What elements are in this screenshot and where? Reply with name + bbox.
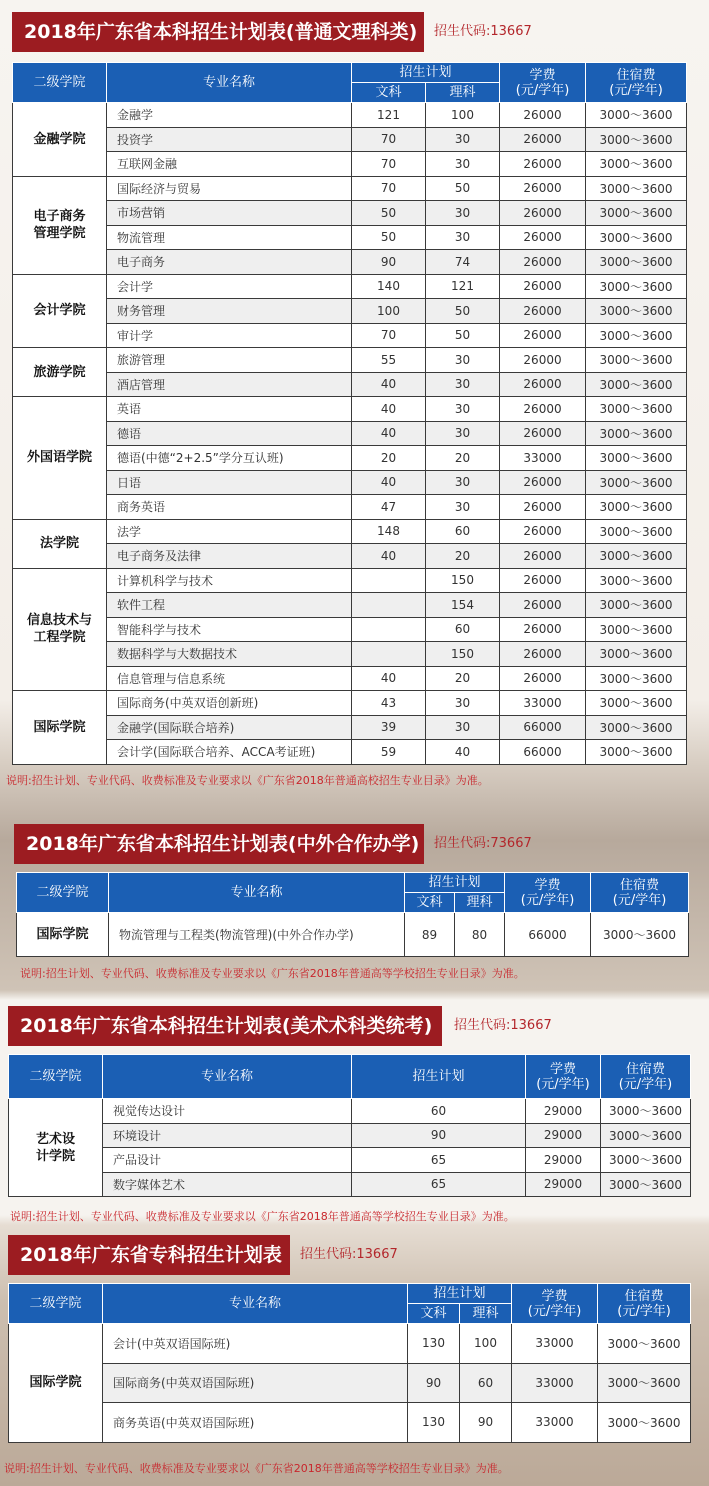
admission-code: 招生代码:13667 xyxy=(300,1247,398,1262)
major-name: 审计学 xyxy=(107,323,352,348)
table-row xyxy=(13,715,687,740)
plan-science: 20 xyxy=(426,446,500,471)
plan-count: 60 xyxy=(352,1099,526,1124)
major-name: 商务英语(中英双语国际班) xyxy=(103,1403,408,1443)
table-row xyxy=(13,519,687,544)
plan-arts xyxy=(352,568,426,593)
tuition-value: 29000 xyxy=(526,1148,601,1173)
major-name: 金融学 xyxy=(107,103,352,128)
tuition-value: 26000 xyxy=(500,397,586,422)
table-row xyxy=(13,397,687,422)
major-name: 视觉传达设计 xyxy=(103,1099,352,1124)
tuition-value: 26000 xyxy=(500,103,586,128)
plan-science: 154 xyxy=(426,593,500,618)
tuition-value: 26000 xyxy=(500,127,586,152)
tuition-value: 26000 xyxy=(500,176,586,201)
header-dorm xyxy=(598,1284,691,1324)
plan-science: 60 xyxy=(426,519,500,544)
header-dorm-unit: (元/学年) xyxy=(609,82,663,98)
major-name: 德语(中德“2+2.5”学分互认班) xyxy=(107,446,352,471)
tuition-value: 26000 xyxy=(500,495,586,520)
plan-science: 30 xyxy=(426,470,500,495)
dorm-value: 3000～3600 xyxy=(586,372,687,397)
header-major: 专业名称 xyxy=(103,1284,408,1324)
table-row xyxy=(9,1403,691,1443)
header-plan: 招生计划 xyxy=(405,873,505,893)
major-name: 法学 xyxy=(107,519,352,544)
table-row xyxy=(9,1123,691,1148)
plan-arts: 70 xyxy=(352,152,426,177)
dorm-value: 3000～3600 xyxy=(586,421,687,446)
table-row xyxy=(17,913,689,957)
major-name: 电子商务及法律 xyxy=(107,544,352,569)
dorm-value: 3000～3600 xyxy=(586,274,687,299)
header-dorm-label: 住宿费 xyxy=(624,1288,664,1304)
header-tuition xyxy=(505,873,591,913)
plan-science: 30 xyxy=(426,495,500,520)
major-name: 国际商务(中英双语创新班) xyxy=(107,691,352,716)
table-row xyxy=(13,152,687,177)
major-name: 数据科学与大数据技术 xyxy=(107,642,352,667)
plan-science: 30 xyxy=(426,225,500,250)
table-row xyxy=(13,544,687,569)
header-dorm-label: 住宿费 xyxy=(625,1061,665,1077)
major-name: 酒店管理 xyxy=(107,372,352,397)
plan-science: 74 xyxy=(426,250,500,275)
dorm-value: 3000～3600 xyxy=(586,103,687,128)
section-note: 说明:招生计划、专业代码、收费标准及专业要求以《广东省2018年普通高校招生专业目录》为准。 xyxy=(6,774,489,787)
table-row xyxy=(13,201,687,226)
header-dorm xyxy=(586,63,687,103)
tuition-value: 33000 xyxy=(512,1363,598,1403)
plan-science: 50 xyxy=(426,299,500,324)
major-name: 会计(中英双语国际班) xyxy=(103,1324,408,1364)
dorm-value: 3000～3600 xyxy=(586,593,687,618)
tuition-value: 29000 xyxy=(526,1172,601,1197)
plan-arts: 47 xyxy=(352,495,426,520)
major-name: 会计学(国际联合培养、ACCA考证班) xyxy=(107,740,352,765)
dorm-value: 3000～3600 xyxy=(586,495,687,520)
major-name: 市场营销 xyxy=(107,201,352,226)
plan-arts: 100 xyxy=(352,299,426,324)
plan-arts: 121 xyxy=(352,103,426,128)
plan-arts: 20 xyxy=(352,446,426,471)
header-tuition-label: 学费 xyxy=(534,877,561,893)
dorm-value: 3000～3600 xyxy=(586,397,687,422)
section-regular xyxy=(0,12,709,787)
section-title: 2018年广东省本科招生计划表(中外合作办学) xyxy=(14,824,424,864)
section-note: 说明:招生计划、专业代码、收费标准及专业要求以《广东省2018年普通高等学校招生专业目录》为准。 xyxy=(4,1462,509,1475)
plan-science: 50 xyxy=(426,176,500,201)
table-row xyxy=(13,127,687,152)
major-name: 旅游管理 xyxy=(107,348,352,373)
table-row xyxy=(13,323,687,348)
tuition-value: 26000 xyxy=(500,617,586,642)
dorm-value: 3000～3600 xyxy=(586,127,687,152)
major-name: 互联网金融 xyxy=(107,152,352,177)
dorm-value: 3000～3600 xyxy=(598,1403,691,1443)
dorm-value: 3000～3600 xyxy=(586,544,687,569)
plan-table xyxy=(8,1283,691,1443)
plan-science: 90 xyxy=(460,1403,512,1443)
major-name: 日语 xyxy=(107,470,352,495)
tuition-value: 26000 xyxy=(500,470,586,495)
table-row xyxy=(13,691,687,716)
header-tuition-label: 学费 xyxy=(529,67,556,83)
plan-arts: 43 xyxy=(352,691,426,716)
major-name: 智能科学与技术 xyxy=(107,617,352,642)
major-name: 财务管理 xyxy=(107,299,352,324)
header-tuition xyxy=(500,63,586,103)
section-art xyxy=(0,1006,709,1223)
plan-science: 150 xyxy=(426,642,500,667)
header-plan: 招生计划 xyxy=(352,1055,526,1099)
college-name: 艺术设 计学院 xyxy=(9,1099,103,1197)
plan-science: 30 xyxy=(426,152,500,177)
header-dorm-label: 住宿费 xyxy=(620,877,660,893)
section-note: 说明:招生计划、专业代码、收费标准及专业要求以《广东省2018年普通高等学校招生专业目录》为准。 xyxy=(10,1210,515,1223)
plan-arts: 40 xyxy=(352,397,426,422)
plan-arts: 148 xyxy=(352,519,426,544)
college-name: 旅游学院 xyxy=(13,348,107,397)
college-name: 法学院 xyxy=(13,519,107,568)
plan-count: 65 xyxy=(352,1172,526,1197)
header-college: 二级学院 xyxy=(9,1055,103,1099)
tuition-value: 26000 xyxy=(500,201,586,226)
dorm-value: 3000～3600 xyxy=(586,299,687,324)
table-row xyxy=(13,740,687,765)
tuition-value: 26000 xyxy=(500,348,586,373)
plan-science: 30 xyxy=(426,691,500,716)
plan-science: 30 xyxy=(426,715,500,740)
plan-arts: 90 xyxy=(408,1363,460,1403)
plan-science: 30 xyxy=(426,372,500,397)
tuition-value: 33000 xyxy=(512,1403,598,1443)
major-name: 软件工程 xyxy=(107,593,352,618)
tuition-value: 26000 xyxy=(500,666,586,691)
plan-arts: 70 xyxy=(352,127,426,152)
header-dorm-label: 住宿费 xyxy=(616,67,656,83)
dorm-value: 3000～3600 xyxy=(586,250,687,275)
plan-arts: 50 xyxy=(352,225,426,250)
tuition-value: 26000 xyxy=(500,152,586,177)
header-tuition-unit: (元/学年) xyxy=(527,1303,582,1319)
major-name: 英语 xyxy=(107,397,352,422)
section-note: 说明:招生计划、专业代码、收费标准及专业要求以《广东省2018年普通高等学校招生专业目录》为准。 xyxy=(20,967,525,980)
dorm-value: 3000～3600 xyxy=(601,1172,691,1197)
tuition-value: 33000 xyxy=(512,1324,598,1364)
tuition-value: 26000 xyxy=(500,250,586,275)
plan-science: 20 xyxy=(426,544,500,569)
table-row xyxy=(13,666,687,691)
header-dorm-unit: (元/学年) xyxy=(617,1303,671,1319)
dorm-value: 3000～3600 xyxy=(601,1148,691,1173)
header-major: 专业名称 xyxy=(107,63,352,103)
header-arts: 文科 xyxy=(408,1304,460,1324)
plan-arts: 40 xyxy=(352,666,426,691)
table-row xyxy=(13,470,687,495)
plan-arts xyxy=(352,642,426,667)
header-college: 二级学院 xyxy=(17,873,109,913)
table-row xyxy=(9,1148,691,1173)
major-name: 国际经济与贸易 xyxy=(107,176,352,201)
college-name: 国际学院 xyxy=(13,691,107,765)
header-science: 理科 xyxy=(426,83,500,103)
plan-arts: 40 xyxy=(352,544,426,569)
table-row xyxy=(13,103,687,128)
section-title: 2018年广东省本科招生计划表(美术术科类统考) xyxy=(8,1006,442,1046)
college-name: 国际学院 xyxy=(9,1324,103,1443)
dorm-value: 3000～3600 xyxy=(586,446,687,471)
dorm-value: 3000～3600 xyxy=(601,1123,691,1148)
admission-code: 招生代码:13667 xyxy=(454,1018,552,1033)
table-row xyxy=(13,642,687,667)
section-header xyxy=(0,1006,709,1046)
header-tuition-unit: (元/学年) xyxy=(520,892,575,908)
table-row xyxy=(13,299,687,324)
plan-arts: 55 xyxy=(352,348,426,373)
tuition-value: 33000 xyxy=(500,691,586,716)
dorm-value: 3000～3600 xyxy=(586,568,687,593)
table-row xyxy=(13,617,687,642)
college-name: 信息技术与 工程学院 xyxy=(13,568,107,691)
major-name: 产品设计 xyxy=(103,1148,352,1173)
tuition-value: 66000 xyxy=(505,913,591,957)
section-title: 2018年广东省专科招生计划表 xyxy=(8,1235,290,1275)
admission-code: 招生代码:13667 xyxy=(434,24,532,39)
header-college: 二级学院 xyxy=(13,63,107,103)
table-row xyxy=(13,250,687,275)
plan-science: 121 xyxy=(426,274,500,299)
plan-arts: 39 xyxy=(352,715,426,740)
major-name: 物流管理与工程类(物流管理)(中外合作办学) xyxy=(109,913,405,957)
plan-arts: 70 xyxy=(352,323,426,348)
plan-science: 30 xyxy=(426,348,500,373)
major-name: 国际商务(中英双语国际班) xyxy=(103,1363,408,1403)
plan-table xyxy=(12,62,687,765)
plan-count: 90 xyxy=(352,1123,526,1148)
dorm-value: 3000～3600 xyxy=(586,470,687,495)
plan-arts xyxy=(352,617,426,642)
header-arts: 文科 xyxy=(405,893,455,913)
header-major: 专业名称 xyxy=(109,873,405,913)
header-plan: 招生计划 xyxy=(408,1284,512,1304)
plan-science: 30 xyxy=(426,397,500,422)
plan-science: 30 xyxy=(426,127,500,152)
tuition-value: 66000 xyxy=(500,715,586,740)
header-tuition-unit: (元/学年) xyxy=(536,1076,590,1092)
college-name: 外国语学院 xyxy=(13,397,107,520)
plan-arts: 130 xyxy=(408,1403,460,1443)
header-college: 二级学院 xyxy=(9,1284,103,1324)
plan-arts: 90 xyxy=(352,250,426,275)
section-joint xyxy=(0,824,709,980)
college-name: 会计学院 xyxy=(13,274,107,348)
dorm-value: 3000～3600 xyxy=(601,1099,691,1124)
admission-code: 招生代码:73667 xyxy=(434,836,532,851)
tuition-value: 66000 xyxy=(500,740,586,765)
header-major: 专业名称 xyxy=(103,1055,352,1099)
dorm-value: 3000～3600 xyxy=(586,152,687,177)
major-name: 物流管理 xyxy=(107,225,352,250)
table-row xyxy=(13,421,687,446)
plan-arts: 40 xyxy=(352,372,426,397)
tuition-value: 26000 xyxy=(500,274,586,299)
major-name: 数字媒体艺术 xyxy=(103,1172,352,1197)
tuition-value: 29000 xyxy=(526,1099,601,1124)
plan-arts: 40 xyxy=(352,470,426,495)
section-header xyxy=(0,12,709,52)
dorm-value: 3000～3600 xyxy=(586,201,687,226)
major-name: 金融学(国际联合培养) xyxy=(107,715,352,740)
plan-science: 100 xyxy=(460,1324,512,1364)
major-name: 商务英语 xyxy=(107,495,352,520)
dorm-value: 3000～3600 xyxy=(598,1363,691,1403)
plan-science: 80 xyxy=(455,913,505,957)
plan-science: 30 xyxy=(426,421,500,446)
dorm-value: 3000～3600 xyxy=(586,519,687,544)
tuition-value: 26000 xyxy=(500,642,586,667)
table-row xyxy=(13,593,687,618)
section-college xyxy=(0,1235,709,1475)
plan-science: 60 xyxy=(426,617,500,642)
table-row xyxy=(13,568,687,593)
plan-science: 30 xyxy=(426,201,500,226)
dorm-value: 3000～3600 xyxy=(586,691,687,716)
table-row xyxy=(9,1172,691,1197)
major-name: 环境设计 xyxy=(103,1123,352,1148)
header-dorm-unit: (元/学年) xyxy=(612,892,667,908)
header-tuition-label: 学费 xyxy=(541,1288,568,1304)
dorm-value: 3000～3600 xyxy=(586,666,687,691)
plan-arts: 89 xyxy=(405,913,455,957)
major-name: 投资学 xyxy=(107,127,352,152)
college-name: 国际学院 xyxy=(17,913,109,957)
dorm-value: 3000～3600 xyxy=(586,348,687,373)
plan-science: 60 xyxy=(460,1363,512,1403)
header-dorm-unit: (元/学年) xyxy=(618,1076,673,1092)
header-arts: 文科 xyxy=(352,83,426,103)
college-name: 电子商务 管理学院 xyxy=(13,176,107,274)
plan-arts: 50 xyxy=(352,201,426,226)
header-dorm xyxy=(601,1055,691,1099)
table-row xyxy=(13,176,687,201)
tuition-value: 33000 xyxy=(500,446,586,471)
table-row xyxy=(9,1324,691,1364)
header-dorm xyxy=(591,873,689,913)
table-row xyxy=(13,348,687,373)
tuition-value: 26000 xyxy=(500,593,586,618)
dorm-value: 3000～3600 xyxy=(586,176,687,201)
plan-table xyxy=(8,1054,691,1197)
plan-arts xyxy=(352,593,426,618)
major-name: 计算机科学与技术 xyxy=(107,568,352,593)
dorm-value: 3000～3600 xyxy=(586,323,687,348)
table-row xyxy=(9,1099,691,1124)
plan-science: 20 xyxy=(426,666,500,691)
dorm-value: 3000～3600 xyxy=(586,617,687,642)
dorm-value: 3000～3600 xyxy=(598,1324,691,1364)
section-title: 2018年广东省本科招生计划表(普通文理科类) xyxy=(12,12,424,52)
tuition-value: 26000 xyxy=(500,421,586,446)
section-header xyxy=(0,824,709,864)
header-tuition-label: 学费 xyxy=(549,1061,576,1077)
table-row xyxy=(9,1363,691,1403)
table-row xyxy=(13,372,687,397)
header-tuition xyxy=(526,1055,601,1099)
tuition-value: 26000 xyxy=(500,519,586,544)
tuition-value: 26000 xyxy=(500,544,586,569)
header-science: 理科 xyxy=(455,893,505,913)
tuition-value: 26000 xyxy=(500,568,586,593)
dorm-value: 3000～3600 xyxy=(586,642,687,667)
section-header xyxy=(0,1235,709,1275)
dorm-value: 3000～3600 xyxy=(591,913,689,957)
plan-table xyxy=(16,872,689,957)
plan-arts: 140 xyxy=(352,274,426,299)
dorm-value: 3000～3600 xyxy=(586,740,687,765)
plan-science: 40 xyxy=(426,740,500,765)
tuition-value: 26000 xyxy=(500,299,586,324)
plan-science: 50 xyxy=(426,323,500,348)
major-name: 信息管理与信息系统 xyxy=(107,666,352,691)
table-row xyxy=(13,495,687,520)
plan-arts: 59 xyxy=(352,740,426,765)
major-name: 德语 xyxy=(107,421,352,446)
table-row xyxy=(13,446,687,471)
header-science: 理科 xyxy=(460,1304,512,1324)
tuition-value: 26000 xyxy=(500,323,586,348)
plan-arts: 130 xyxy=(408,1324,460,1364)
college-name: 金融学院 xyxy=(13,103,107,177)
plan-science: 100 xyxy=(426,103,500,128)
plan-count: 65 xyxy=(352,1148,526,1173)
header-tuition xyxy=(512,1284,598,1324)
tuition-value: 26000 xyxy=(500,225,586,250)
plan-arts: 40 xyxy=(352,421,426,446)
plan-arts: 70 xyxy=(352,176,426,201)
dorm-value: 3000～3600 xyxy=(586,225,687,250)
table-row xyxy=(13,274,687,299)
dorm-value: 3000～3600 xyxy=(586,715,687,740)
header-tuition-unit: (元/学年) xyxy=(515,82,570,98)
plan-science: 150 xyxy=(426,568,500,593)
tuition-value: 26000 xyxy=(500,372,586,397)
table-row xyxy=(13,225,687,250)
major-name: 会计学 xyxy=(107,274,352,299)
header-plan: 招生计划 xyxy=(352,63,500,83)
major-name: 电子商务 xyxy=(107,250,352,275)
tuition-value: 29000 xyxy=(526,1123,601,1148)
